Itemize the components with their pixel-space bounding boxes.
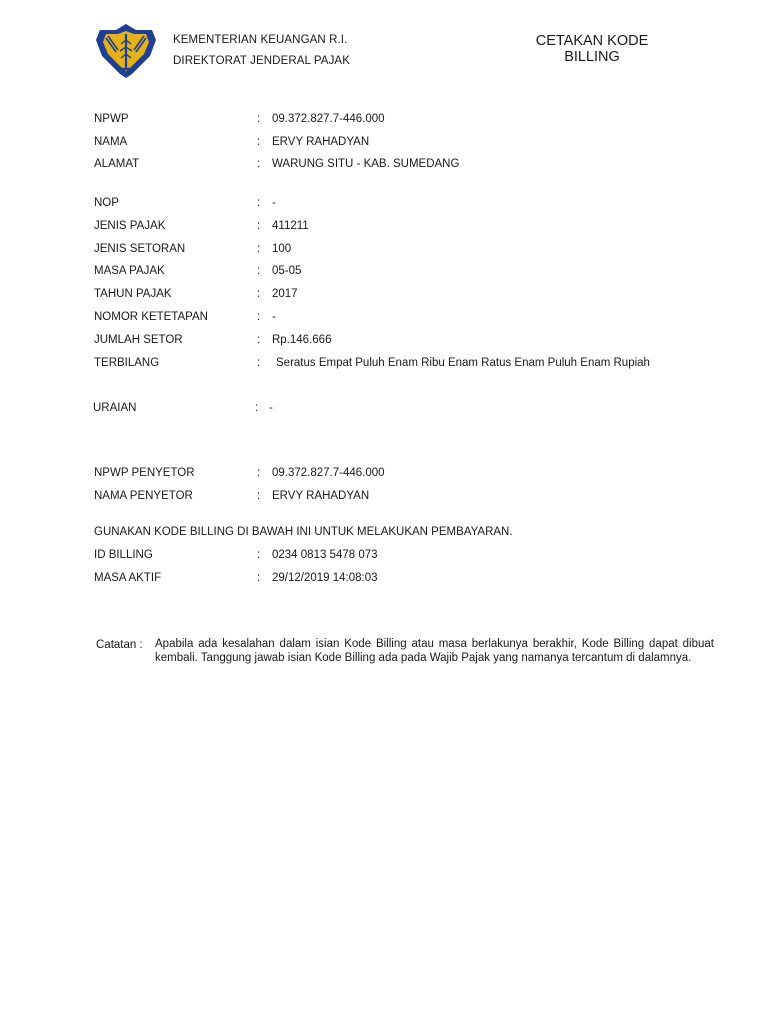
field-label: NAMA bbox=[94, 136, 128, 148]
field-value: - bbox=[269, 402, 273, 414]
field-separator: : bbox=[257, 136, 261, 148]
field-label: NPWP bbox=[94, 113, 129, 125]
field-value: Rp.146.666 bbox=[272, 334, 332, 346]
field-separator: : bbox=[257, 243, 261, 255]
field-label: TAHUN PAJAK bbox=[94, 288, 172, 300]
field-label: JUMLAH SETOR bbox=[94, 334, 183, 346]
field-value: Seratus Empat Puluh Enam Ribu Enam Ratus Enam Puluh Enam Rupiah bbox=[276, 357, 650, 369]
field-value: 05-05 bbox=[272, 265, 302, 277]
field-label: URAIAN bbox=[93, 402, 137, 414]
field-separator: : bbox=[257, 490, 261, 502]
note-text: Apabila ada kesalahan dalam isian Kode Billing atau masa berlakunya berakhir, Kode Billing dapat dibuat kembali. Tanggung jawab isian Kode Billing ada pada Wajib Pajak yang namanya tercantum di dalamnya. bbox=[155, 638, 714, 664]
field-label: NAMA PENYETOR bbox=[94, 490, 193, 502]
field-label: TERBILANG bbox=[94, 357, 160, 369]
field-value: 411211 bbox=[272, 220, 309, 232]
field-separator: : bbox=[257, 467, 261, 479]
field-value: WARUNG SITU - KAB. SUMEDANG bbox=[272, 158, 460, 170]
field-label: JENIS PAJAK bbox=[94, 220, 166, 232]
billing-code-value: 0234 0813 5478 073 bbox=[272, 549, 378, 561]
document-title-line2: BILLING bbox=[564, 49, 620, 65]
field-value: ERVY RAHADYAN bbox=[272, 490, 370, 502]
field-value: 2017 bbox=[272, 288, 298, 300]
field-value: 09.372.827.7-446.000 bbox=[272, 113, 385, 125]
field-separator: : bbox=[257, 288, 261, 300]
ministry-name: KEMENTERIAN KEUANGAN R.I. bbox=[173, 34, 348, 46]
field-separator: : bbox=[257, 265, 261, 277]
field-separator: : bbox=[257, 113, 261, 125]
field-label: MASA AKTIF bbox=[94, 572, 162, 584]
document-title-line1: CETAKAN KODE bbox=[535, 33, 649, 49]
kementerian-keuangan-emblem-icon bbox=[94, 22, 158, 80]
field-label: NPWP PENYETOR bbox=[94, 467, 195, 479]
field-label: ALAMAT bbox=[94, 158, 140, 170]
field-separator: : bbox=[257, 334, 261, 346]
field-value: 100 bbox=[272, 243, 292, 255]
field-value: 29/12/2019 14:08:03 bbox=[272, 572, 378, 584]
document-title bbox=[512, 33, 672, 65]
field-label: JENIS SETORAN bbox=[94, 243, 186, 255]
field-value: 09.372.827.7-446.000 bbox=[272, 467, 385, 479]
directorate-name: DIREKTORAT JENDERAL PAJAK bbox=[173, 55, 350, 67]
field-separator: : bbox=[257, 549, 261, 561]
field-label: NOMOR KETETAPAN bbox=[94, 311, 208, 323]
field-value: - bbox=[272, 311, 276, 323]
field-separator: : bbox=[257, 572, 261, 584]
field-label: ID BILLING bbox=[94, 549, 153, 561]
field-separator: : bbox=[255, 402, 259, 414]
field-separator: : bbox=[257, 357, 261, 369]
field-separator: : bbox=[257, 158, 261, 170]
field-separator: : bbox=[257, 197, 261, 209]
note-label: Catatan : bbox=[96, 639, 143, 651]
field-value: - bbox=[272, 197, 276, 209]
field-separator: : bbox=[257, 220, 261, 232]
field-label: NOP bbox=[94, 197, 119, 209]
billing-notice: GUNAKAN KODE BILLING DI BAWAH INI UNTUK MELAKUKAN PEMBAYARAN. bbox=[94, 526, 513, 538]
field-label: MASA PAJAK bbox=[94, 265, 165, 277]
field-value: ERVY RAHADYAN bbox=[272, 136, 370, 148]
field-separator: : bbox=[257, 311, 261, 323]
